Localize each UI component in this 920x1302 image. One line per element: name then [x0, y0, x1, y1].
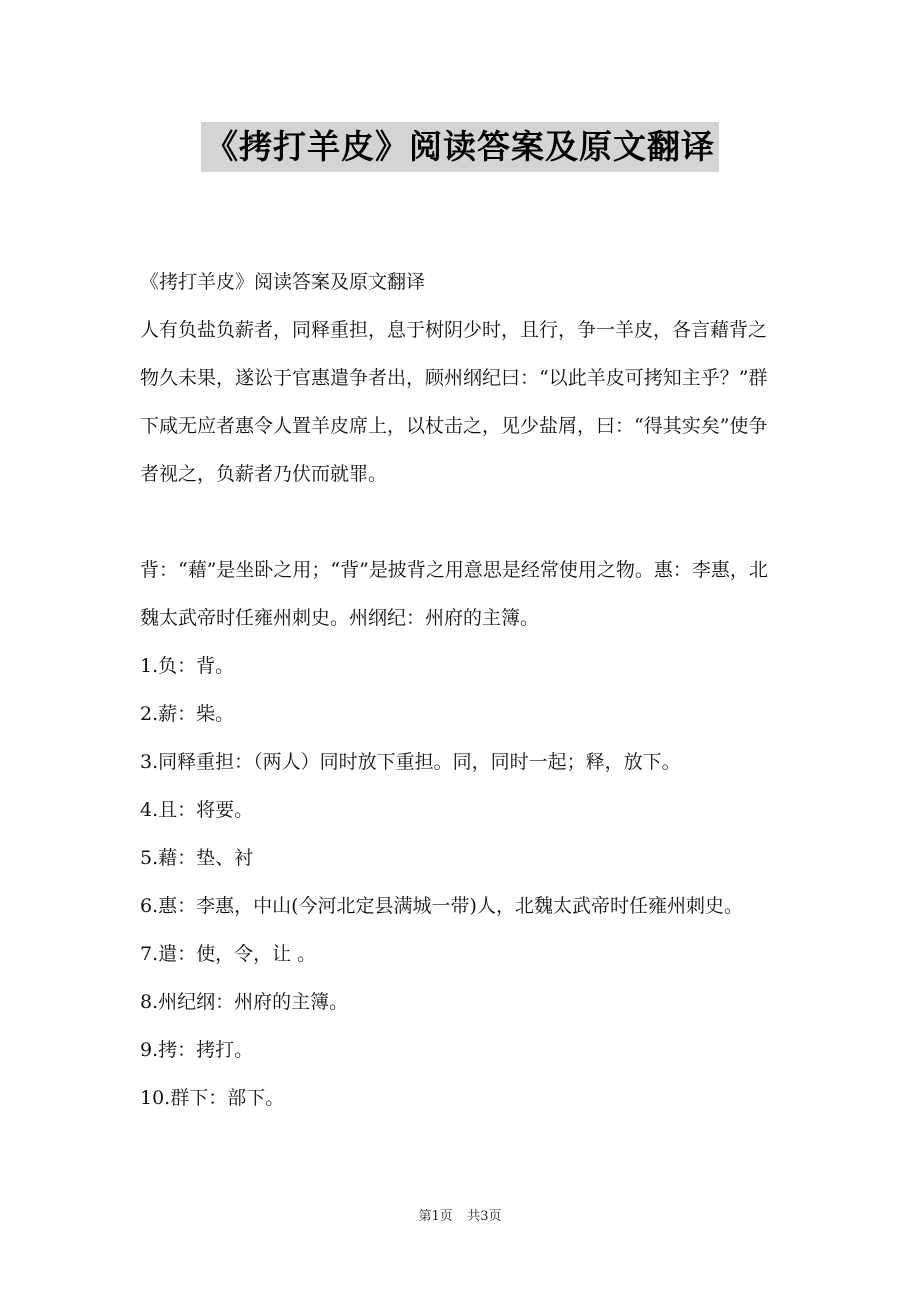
note-item: 2.薪：柴。 — [140, 703, 235, 725]
story-paragraph: 人有负盐负薪者，同释重担，息于树阴少时，且行，争一羊皮，各言藉背之物久未果，遂讼于官惠遣争者出，顾州纲纪曰：“以此羊皮可拷知主乎？”群下咸无应者惠令人置羊皮席上，以杖击之，见少盐屑，曰：“得其实矣”使争者视之，负薪者乃伏而就罪。 — [140, 319, 768, 485]
page-title: 《拷打羊皮》阅读答案及原文翻译 — [201, 122, 719, 172]
note-paragraph: 背：“藉”是坐卧之用；“背”是披背之用意思是经常使用之物。惠：李惠，北魏太武帝时任雍州刺史。州纲纪：州府的主簿。 — [140, 559, 768, 629]
page-footer — [0, 1205, 920, 1224]
note-item: 3.同释重担：（两人）同时放下重担。同，同时一起；释，放下。 — [140, 751, 681, 773]
note-item: 7.遣：使，令，让 。 — [140, 943, 317, 965]
note-item: 9.拷：拷打。 — [140, 1039, 254, 1061]
page-total: 共3页 — [467, 1209, 502, 1224]
note-item: 1.负：背。 — [140, 655, 235, 677]
note-item: 4.且：将要。 — [140, 799, 254, 821]
title-wrap — [0, 122, 920, 172]
note-item: 8.州纪纲：州府的主簿。 — [140, 991, 349, 1013]
subtitle: 《拷打羊皮》阅读答案及原文翻译 — [140, 271, 426, 293]
page-number: 第1页 — [418, 1209, 453, 1224]
note-item: 6.惠：李惠，中山(今河北定县满城一带)人，北魏太武帝时任雍州刺史。 — [140, 895, 743, 917]
document-body — [140, 258, 780, 1122]
note-item: 5.藉：垫、衬 — [140, 847, 254, 869]
paragraph-gap — [140, 498, 780, 546]
note-item: 10.群下：部下。 — [140, 1087, 285, 1109]
